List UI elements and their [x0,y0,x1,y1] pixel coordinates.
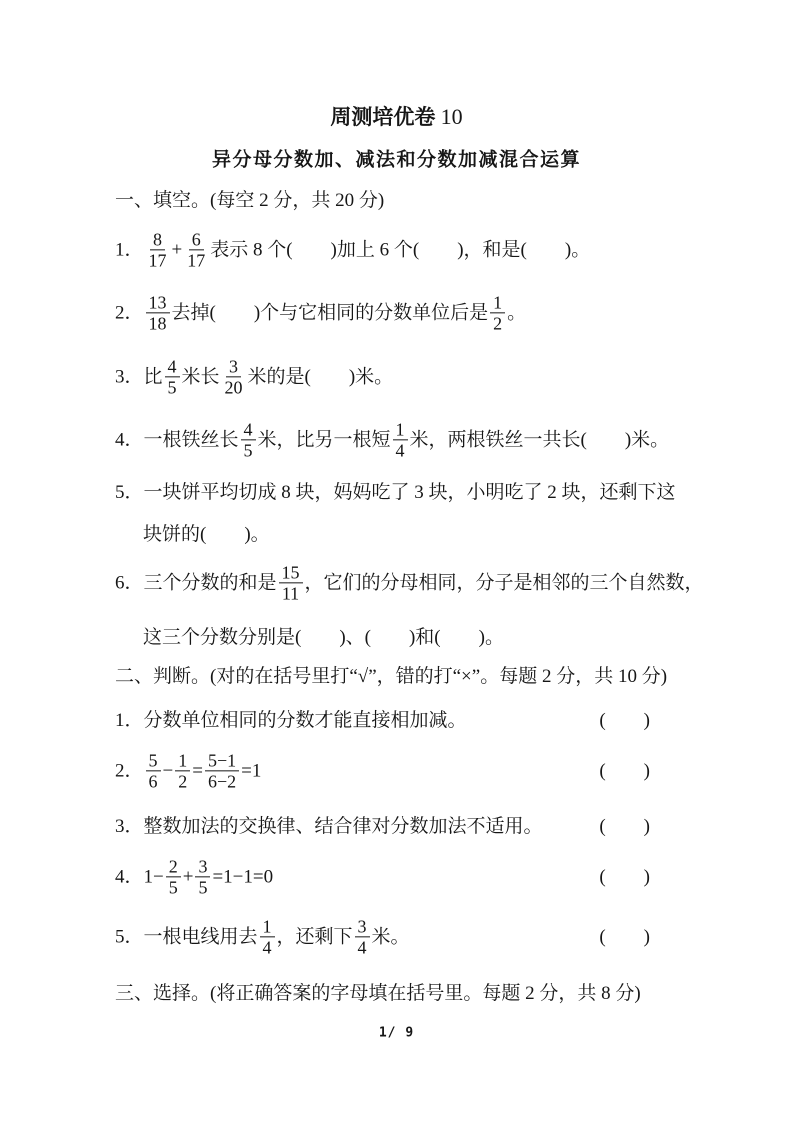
text-segment: + [182,866,194,888]
judgment-q2 [115,750,680,791]
fraction-denominator: 11 [281,583,300,604]
text-segment: = [192,760,203,782]
section-1-header [115,189,384,213]
fraction-denominator: 4 [262,937,272,958]
text-segment: 一、填空。(每空 2 分，共 20 分) [115,190,385,212]
text-segment: 米的是( )米。 [247,366,394,388]
section-2-header [115,665,667,689]
fraction-denominator: 6−2 [207,771,237,792]
fraction-denominator: 18 [148,313,167,334]
fraction-denominator: 4 [395,440,405,461]
fraction [355,916,370,957]
fill-blank-q5-line2 [143,523,270,547]
fraction-denominator: 20 [224,377,243,398]
fraction-numerator: 13 [146,292,170,313]
fraction-denominator: 4 [357,937,367,958]
fraction-numerator: 1 [260,916,275,937]
fraction-numerator: 4 [165,356,180,377]
text-segment: =1−1=0 [212,866,274,888]
fraction-numerator: 5−1 [205,750,239,771]
fill-blank-q6-line1 [115,562,704,603]
fraction [260,916,275,957]
fraction [165,356,180,397]
fraction [490,292,505,333]
judgment-q5 [115,916,680,957]
fill-blank-q1 [115,229,590,270]
fraction-denominator: 5 [167,377,177,398]
text-segment: 米。 [371,926,410,948]
page-title-text: 周测培优卷 [330,105,441,129]
text-segment: 三、选择。(将正确答案的字母填在括号里。每题 2 分，共 8 分) [115,983,641,1005]
fill-blank-q3 [115,356,393,397]
fraction-numerator: 5 [146,750,161,771]
fraction [175,750,190,791]
text-segment: 4．1− [115,866,164,888]
judgment-q4 [115,856,680,897]
text-segment: 2． [115,760,144,782]
fraction-denominator: 17 [187,250,206,271]
section-3-header [115,982,641,1006]
fraction-numerator: 4 [241,419,256,440]
fraction [146,750,161,791]
fraction [222,356,246,397]
text-segment: − [162,760,174,782]
fraction [205,750,239,791]
fraction [195,856,210,897]
page-number-indicator: 1/ 9 [378,1025,415,1041]
text-segment: 米，两根铁丝一共长( )米。 [409,429,670,451]
fraction-numerator: 1 [393,419,408,440]
judgment-q3 [115,815,680,839]
text-segment: 4．一根铁丝长 [115,429,239,451]
fraction [184,229,208,270]
text-segment: ，还剩下 [276,926,353,948]
text-segment: =1 [241,760,262,782]
judgment-q1 [115,709,680,733]
fill-blank-q5-line1 [115,481,676,505]
fraction [146,292,170,333]
text-segment: 表示 8 个( )加上 6 个( )，和是( )。 [210,239,591,261]
fill-blank-q6-line2 [143,626,504,650]
text-segment: 3．整数加法的交换律、结合律对分数加法不适用。 [115,816,543,838]
text-segment: 二、判断。(对的在括号里打“√”，错的打“×”。每题 2 分，共 10 分) [115,666,668,688]
text-segment: + [171,239,183,261]
fraction [393,419,408,460]
text-segment: 米长 [181,366,220,388]
fraction-numerator: 6 [189,229,204,250]
text-segment: 2． [115,302,144,324]
answer-bracket: ( ) [599,926,650,948]
text-segment: 米，比另一根短 [257,429,391,451]
text-segment: 去掉( )个与它相同的分数单位后是 [171,302,489,324]
answer-bracket: ( ) [599,710,650,732]
fraction-numerator: 1 [175,750,190,771]
fraction-denominator: 5 [168,877,178,898]
fraction-numerator: 3 [226,356,241,377]
text-segment: 6．三个分数的和是 [115,572,277,594]
page-title-number: 10 [440,104,463,129]
text-segment: 1． [115,239,144,261]
fraction [279,562,303,603]
answer-bracket: ( ) [599,816,650,838]
fraction-numerator: 15 [279,562,303,583]
fraction-denominator: 2 [178,771,188,792]
text-segment: 1．分数单位相同的分数才能直接相加减。 [115,710,467,732]
fraction-numerator: 2 [166,856,181,877]
fraction-numerator: 8 [150,229,165,250]
fraction [166,856,181,897]
fraction-denominator: 5 [243,440,253,461]
text-segment: 这三个分数分别是( )、( )和( )。 [143,627,504,649]
answer-bracket: ( ) [599,866,650,888]
text-segment: ，它们的分母相同，分子是相邻的三个自然数， [304,572,704,594]
page-subtitle: 异分母分数加、减法和分数加减混合运算 [211,149,581,171]
text-segment: 。 [507,302,527,324]
fraction-denominator: 6 [148,771,158,792]
text-segment: 块饼的( )。 [143,524,270,546]
fraction-numerator: 3 [355,916,370,937]
answer-bracket: ( ) [599,760,650,782]
fraction-denominator: 5 [198,877,208,898]
fraction [241,419,256,460]
text-segment: 3．比 [115,366,163,388]
fill-blank-q2 [115,292,526,333]
fill-blank-q4 [115,419,669,460]
fraction [146,229,170,270]
text-segment: 5．一根电线用去 [115,926,258,948]
fraction-numerator: 3 [195,856,210,877]
fraction-denominator: 17 [148,250,167,271]
fraction-numerator: 1 [490,292,505,313]
text-segment: 5．一块饼平均切成 8 块，妈妈吃了 3 块，小明吃了 2 块，还剩下这 [115,482,676,504]
fraction-denominator: 2 [493,313,503,334]
